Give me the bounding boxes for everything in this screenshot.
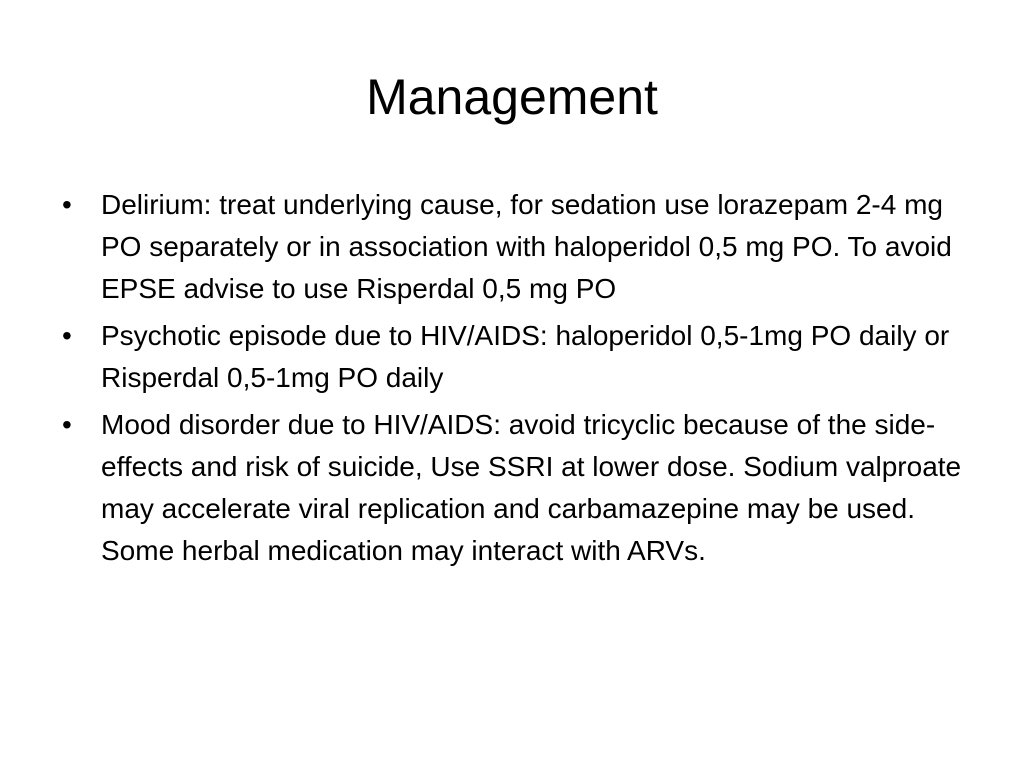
- bullet-dot-icon: •: [62, 189, 72, 220]
- bullet-item-mood-disorder: [56, 404, 971, 572]
- bullet-item-delirium: [56, 184, 971, 310]
- bullet-text: Mood disorder due to HIV/AIDS: avoid tricyclic because of the side-effects and risk of suicide, Use SSRI at lower dose. Sodium valproate may accelerate viral replication and carbamazepine may be used. Some herbal medication may interact with ARVs.: [101, 409, 962, 566]
- bullet-list: [56, 184, 971, 577]
- bullet-dot-icon: •: [62, 409, 72, 440]
- bullet-text: Psychotic episode due to HIV/AIDS: haloperidol 0,5-1mg PO daily or Risperdal 0,5-1mg PO daily: [101, 320, 950, 393]
- bullet-item-psychotic-episode: [56, 315, 971, 399]
- bullet-text: Delirium: treat underlying cause, for sedation use lorazepam 2-4 mg PO separately or in association with haloperidol 0,5 mg PO. To avoid EPSE advise to use Risperdal 0,5 mg PO: [101, 189, 952, 304]
- bullet-dot-icon: •: [62, 320, 72, 351]
- slide-title: Management: [366, 69, 658, 125]
